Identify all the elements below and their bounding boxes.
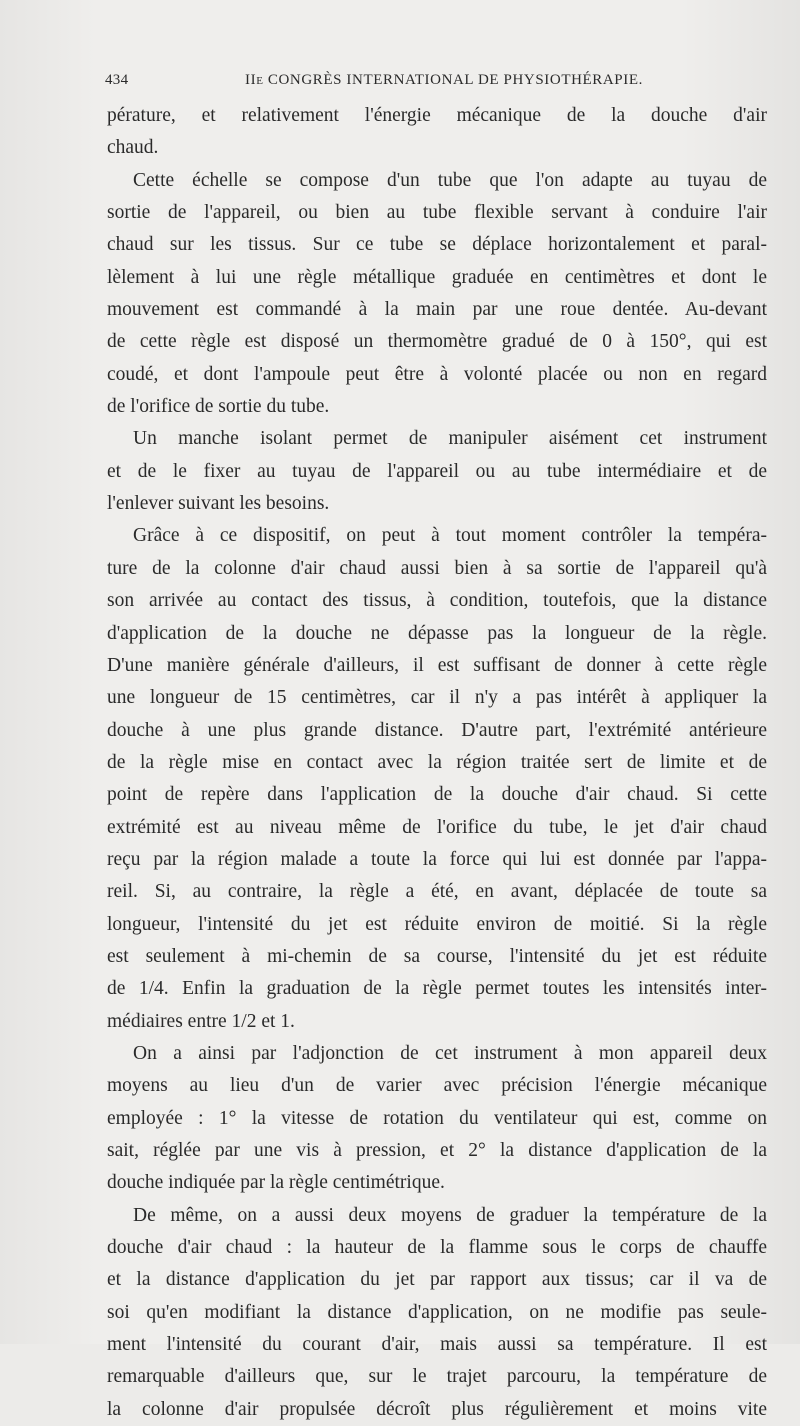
text-line: Grâce à ce dispositif, on peut à tout moment contrôler la tempéra- <box>133 525 767 547</box>
text-line: reil. Si, au contraire, la règle a été, en avant, déplacée de toute sa <box>107 881 767 903</box>
text-line: est seulement à mi-chemin de sa course, l'intensité du jet est réduite <box>107 945 767 967</box>
text-line: la colonne d'air propulsée décroît plus régulièrement et moins vite <box>107 1398 767 1420</box>
text-line: chaud sur les tissus. Sur ce tube se déplace horizontalement et paral- <box>107 234 767 256</box>
text-line: douche à une plus grande distance. D'autre part, l'extrémité antérieure <box>107 719 767 741</box>
text-line: lèlement à lui une règle métallique graduée en centimètres et dont le <box>107 266 767 288</box>
text-line: et de le fixer au tuyau de l'appareil ou au tube intermédiaire et de <box>107 460 767 482</box>
text-line: sait, réglée par une vis à pression, et 2° la distance d'application de la <box>107 1140 767 1161</box>
text-line: de la règle mise en contact avec la région traitée sert de limite et de <box>107 751 767 773</box>
text-line: mouvement est commandé à la main par une roue dentée. Au-devant <box>107 299 767 321</box>
text-line: et la distance d'application du jet par rapport aux tissus; car il va de <box>107 1269 767 1291</box>
text-line: On a ainsi par l'adjonction de cet instrument à mon appareil deux <box>133 1042 767 1064</box>
text-line: Un manche isolant permet de manipuler aisément cet instrument <box>133 428 767 450</box>
text-line: de cette règle est disposé un thermomètre gradué de 0 à 150°, qui est <box>107 331 767 353</box>
page-number: 434 <box>105 72 129 88</box>
text-line: de 1/4. Enfin la graduation de la règle permet toutes les intensités inter- <box>107 978 767 1000</box>
text-line: ment l'intensité du courant d'air, mais aussi sa température. Il est <box>107 1334 767 1356</box>
text-line: longueur, l'intensité du jet est réduite environ de moitié. Si la règle <box>107 913 767 935</box>
text-line: chaud. <box>107 137 159 159</box>
running-header <box>105 72 765 100</box>
text-line: point de repère dans l'application de la douche d'air chaud. Si cette <box>107 784 767 806</box>
text-line: l'enlever suivant les besoins. <box>107 493 330 515</box>
body-text <box>107 100 767 1426</box>
text-line: Cette échelle se compose d'un tube que l'on adapte au tuyau de <box>133 169 767 191</box>
text-line: son arrivée au contact des tissus, à condition, toutefois, que la distance <box>107 590 767 612</box>
text-line: De même, on a aussi deux moyens de graduer la température de la <box>133 1204 767 1226</box>
text-line: soi qu'en modifiant la distance d'application, on ne modifie pas seule- <box>107 1301 767 1323</box>
text-line: pérature, et relativement l'énergie mécanique de la douche d'air <box>107 105 767 126</box>
text-line: une longueur de 15 centimètres, car il n'y a pas intérêt à appliquer la <box>107 687 767 709</box>
text-line: douche indiquée par la règle centimétrique. <box>107 1172 445 1194</box>
text-line: d'application de la douche ne dépasse pas la longueur de la règle. <box>107 622 767 644</box>
text-line: de l'orifice de sortie du tube. <box>107 396 330 418</box>
text-line: sortie de l'appareil, ou bien au tube flexible servant à conduire l'air <box>107 202 767 224</box>
text-line: D'une manière générale d'ailleurs, il est suffisant de donner à cette règle <box>107 654 767 676</box>
text-line: extrémité est au niveau même de l'orifice du tube, le jet d'air chaud <box>107 816 767 838</box>
text-line: ture de la colonne d'air chaud aussi bien à sa sortie de l'appareil qu'à <box>107 557 767 579</box>
text-line: douche d'air chaud : la hauteur de la flamme sous le corps de chauffe <box>107 1237 767 1259</box>
running-title: IIe CONGRÈS INTERNATIONAL DE PHYSIOTHÉRAPIE. <box>245 72 643 88</box>
text-line: médiaires entre 1/2 et 1. <box>107 1010 295 1032</box>
text-line: employée : 1° la vitesse de rotation du ventilateur qui est, comme on <box>107 1107 767 1129</box>
text-line: remarquable d'ailleurs que, sur le trajet parcouru, la température de <box>107 1366 767 1388</box>
text-line: reçu par la région malade a toute la force qui lui est donnée par l'appa- <box>107 848 767 870</box>
text-line: coudé, et dont l'ampoule peut être à volonté placée ou non en regard <box>107 363 767 385</box>
text-line: moyens au lieu d'un de varier avec précision l'énergie mécanique <box>107 1075 767 1097</box>
